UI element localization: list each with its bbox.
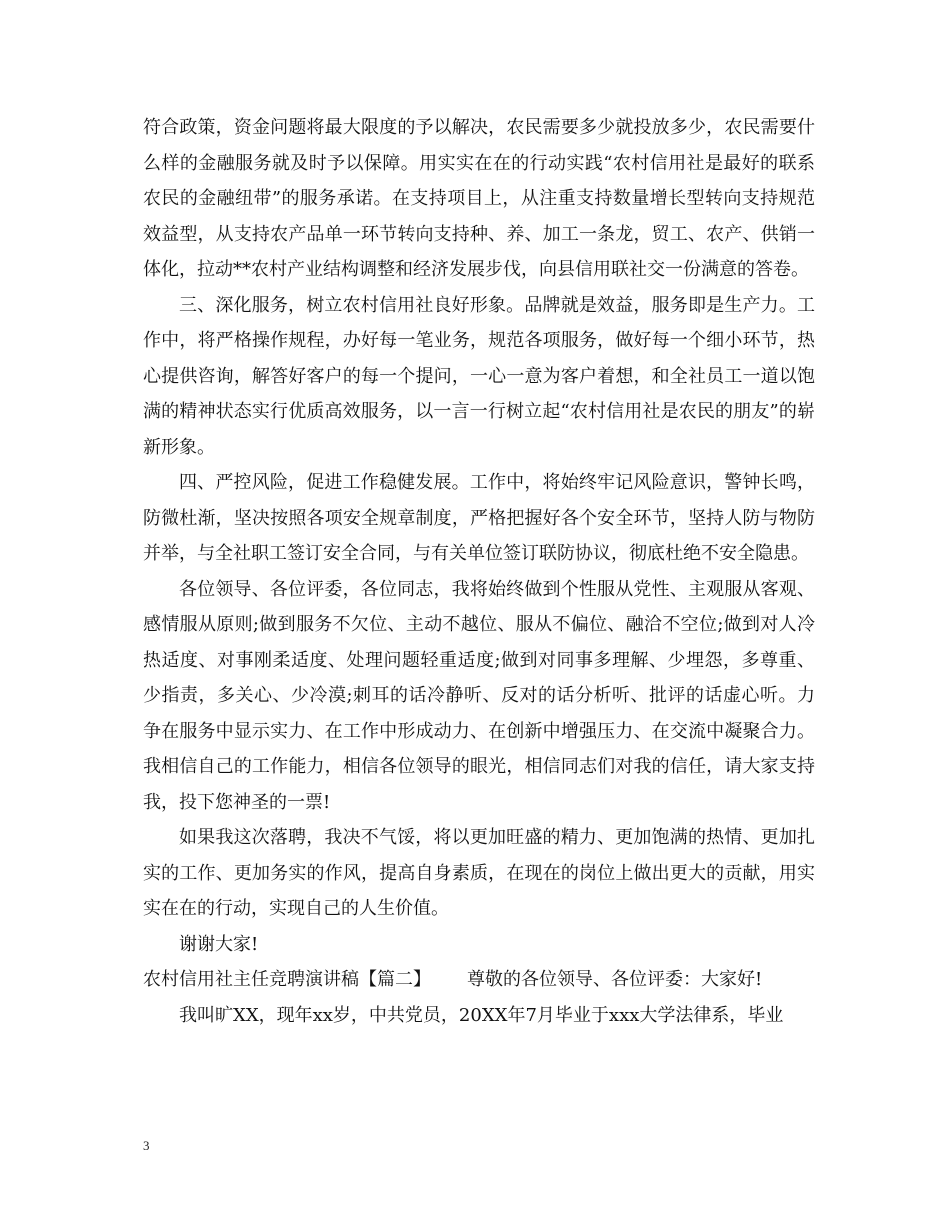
paragraph-thanks: 谢谢大家! (179, 933, 259, 955)
paragraph-commitment: 各位领导、各位评委，各位同志，我将始终做到个性服从党性、主观服从客观、感情服从原则;做到服务不欠位、主动不越位、服从不偏位、融洽不空位;做到对人冷热适度、对事刚柔适度、处理问题轻重适度;做到对同事多理解、少埋怨，多尊重、少指责，多关心、少冷漠;刺耳的话冷静听、反对的话分析听、批评的话虚心听。力争在服务中显示实力、在工作中形成动力、在创新中增强压力、在交流中凝聚合力。我相信自己的工作能力，相信各位领导的眼光，相信同志们对我的信任，请大家支持我，投下您神圣的一票! (143, 578, 815, 813)
paragraph-if-not-selected: 如果我这次落聘，我决不气馁，将以更加旺盛的精力、更加饱满的热情、更加扎实的工作、更加务实的作风，提高自身素质，在现在的岗位上做出更大的贡献，用实实在在的行动，实现自己的人生价值。 (143, 827, 815, 919)
section-heading-line (143, 962, 815, 998)
page-number: 3 (143, 1138, 150, 1153)
document-body (143, 110, 815, 1033)
greeting-text: 尊敬的各位领导、各位评委：大家好! (467, 969, 763, 990)
section-title: 农村信用社主任竞聘演讲稿【篇二】 (143, 969, 431, 990)
paragraph-continuation: 符合政策，资金问题将最大限度的予以解决，农民需要多少就投放多少，农民需要什么样的金融服务就及时予以保障。用实实在在的行动实践“农村信用社是最好的联系农民的金融纽带”的服务承诺。在支持项目上，从注重支持数量增长型转向支持规范效益型，从支持农产品单一环节转向支持种、养、加工一条龙，贸工、农产、供销一体化，拉动**农村产业结构调整和经济发展步伐，向县信用联社交一份满意的答卷。 (143, 117, 815, 280)
paragraph-self-introduction: 我叫旷XX，现年xx岁，中共党员，20XX年7月毕业于xxx大学法律系，毕业 (179, 1004, 784, 1026)
paragraph-section-four: 四、严控风险，促进工作稳健发展。工作中，将始终牢记风险意识，警钟长鸣，防微杜渐，坚决按照各项安全规章制度，严格把握好各个安全环节，坚持人防与物防并举，与全社职工签订安全合同，与有关单位签订联防协议，彻底杜绝不安全隐患。 (143, 472, 815, 564)
paragraph-section-three: 三、深化服务，树立农村信用社良好形象。品牌就是效益，服务即是生产力。工作中，将严格操作规程，办好每一笔业务，规范各项服务，做好每一个细小环节，热心提供咨询，解答好客户的每一个提问，一心一意为客户着想，和全社员工一道以饱满的精神状态实行优质高效服务，以一言一行树立起“农村信用社是农民的朋友”的崭新形象。 (143, 294, 815, 458)
